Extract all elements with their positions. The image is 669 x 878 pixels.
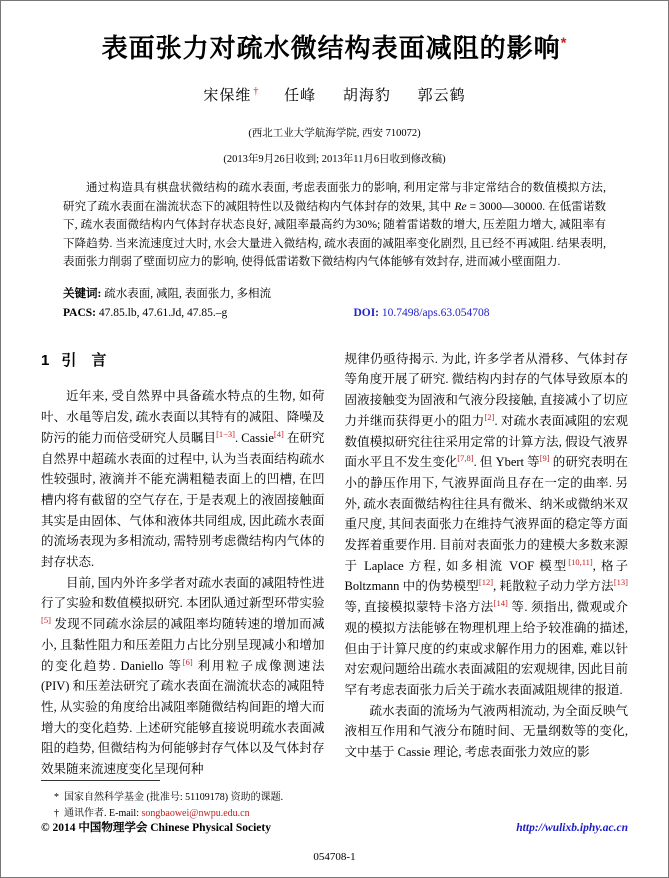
funding-footnote (41, 790, 325, 807)
reference-marker[interactable]: [9] (539, 453, 550, 464)
asterisk-mark: * (54, 791, 59, 803)
doi-label: DOI: (353, 306, 379, 319)
keywords-value: 疏水表面, 减阻, 表面张力, 多相流 (104, 287, 271, 300)
title-text: 表面张力对疏水微结构表面减阻的影响 (101, 33, 561, 63)
paragraph: 近年来, 受自然界中具备疏水特点的生物, 如荷叶、水黾等启发, 疏水表面以其特有的减阻、降噪及防污的能力而倍受研究人员瞩目[1−3]. Cassie[4] 在研究自然界中超疏水表面的过程中, 认为当表面结构疏水性较强时, 液滴并不能充满粗糙表面上的凹槽, 在凹槽内将有截留的空气存在, 于是表观上的液固接触面其实是由固体、气体和液体共同组成, 因此疏水表面的流场表现为多相流动, 需特别考虑微结构内气体的封存状态. (41, 389, 325, 570)
received-dates: (2013年9月26日收到; 2013年11月6日收到修改稿) (223, 154, 446, 166)
pacs-label: PACS: (63, 306, 97, 319)
reference-marker[interactable]: [10,11] (568, 556, 593, 567)
left-column (41, 349, 325, 820)
reference-marker[interactable]: [7,8] (457, 453, 474, 464)
right-column (345, 349, 629, 801)
abstract: 通过构造具有棋盘状微结构的疏水表面, 考虑表面张力的影响, 利用定常与非定常结合的数值模拟方法, 研究了疏水表面在湍流状态下的减阻特性以及微结构内气体封存的效果, 其中 Re = 3000—30000. 在低雷诺数下, 疏水表面微结构内气体封存状态良好, 减阻率最高约为30%; 随着雷诺数的增大, 压差阻力增大, 减阻率有下降趋势. 当来流速度过大时, 水会大量进入微结构, 疏水表面的减阻率变化剧烈, 且已经不再减阻. 结果表明, 表面张力削弱了壁面切应力的影响, 使得低雷诺数下微结构内气体能够有效封存, 进而减小壁面阻力. (63, 182, 606, 269)
reference-marker[interactable]: [13] (613, 577, 628, 588)
paragraph: 疏水表面的流场为气液两相流动, 为全面反映气液相互作用和气液分布随时间、无量纲数等的变化, 文中基于 Cassie 理论, 考虑表面张力效应的影 (344, 703, 628, 760)
section-number: 1 (41, 351, 50, 369)
reference-marker[interactable]: [12] (478, 577, 494, 588)
doi-link[interactable]: 10.7498/aps.63.054708 (381, 306, 490, 319)
corresponding-author-dagger: † (253, 86, 260, 98)
reference-marker[interactable]: [6] (182, 656, 193, 667)
corresponding-author-text: 通讯作者. E-mail: (64, 808, 142, 820)
reference-marker[interactable]: [1−3] (216, 428, 236, 439)
author: 郭云鹤 (417, 88, 466, 105)
reference-marker[interactable]: [5] (41, 614, 51, 625)
paragraph: 规律仍亟待揭示. 为此, 许多学者从滑移、气体封存等角度开展了研究. 微结构内封存的气体导致原本的固液接触变为固液和气液分段接触, 直接减小了切应力并继而获得更小的阻力[2]. 对疏水表面减阻的宏观数值模拟研究往往采用定常的计算方法, 假设气液界面水平且不发生变化[7,8]. 但 Ybert 等[9] 的研究表明在小的静压作用下, 气液界面尚且存在一定的曲率. 另外, 疏水表面微结构往往具有微米、纳米或微纳米双重尺度, 其间表面张力在维持气液界面的稳定等方面发挥着重要作用. 目前对表面张力的建模大多数来源于 Laplace 方程, 如多相流 VOF 模型[10,11], 格子 Boltzmann 中的伪势模型[12], 耗散粒子动力学方法[13] 等, 直接模拟蒙特卡洛方法[14] 等. 须指出, 微观或介观的模拟方法能够在物理机理上给予较准确的描述, 但由于计算尺度的约束或求解作用力的困难, 难以针对宏观问题给出疏水表面减阻的宏观规律, 因此目前罕有考虑表面张力后关于疏水表面减阻规律的报道. (344, 351, 628, 697)
pacs-doi-line (63, 304, 606, 323)
footnotes (41, 780, 325, 823)
journal-url-link[interactable]: http://wulixb.iphy.ac.cn (516, 821, 628, 834)
author: 宋保维 (203, 88, 252, 105)
reference-marker[interactable]: [14] (493, 597, 508, 608)
paragraph: 目前, 国内外许多学者对疏水表面的减阻特性进行了实验和数值模拟研究. 本团队通过新型环带实验[5] 发现不同疏水涂层的减阻率均随转速的增加而减小, 且黏性阻力和压差阻力占比分别呈现减小和增加的变化趋势. Daniello 等[6] 利用粒子成像测速法 (PIV) 和压差法研究了疏水表面在湍流状态的减阻特性, 从实验的角度给出减阻率随微结构间距的增大而增大的变化趋势. 上述研究能够直接说明疏水表面减阻的趋势, 但微结构为何能够封存气体以及气体封存效果随来流速度变化呈现何种 (41, 575, 325, 777)
author: 任峰 (284, 88, 317, 105)
reference-marker[interactable]: [4] (273, 428, 284, 439)
page-number: 054708-1 (313, 850, 356, 863)
pacs-value: 47.85.lb, 47.61.Jd, 47.85.–g (98, 306, 228, 319)
title-footnote-asterisk: * (560, 34, 568, 52)
email-link[interactable]: songbaowei@nwpu.edu.cn (141, 808, 250, 820)
funding-text: 国家自然科学基金 (批准号: 51109178) 资助的课题. (64, 791, 284, 803)
section-title: 引 言 (61, 351, 107, 369)
math-variable: Re (454, 200, 467, 213)
footnote-rule (41, 780, 160, 781)
footer (41, 819, 628, 835)
affiliation: (西北工业大学航海学院, 西安 710072) (248, 128, 421, 140)
author: 胡海豹 (342, 88, 391, 105)
section-1-heading (41, 351, 325, 372)
reference-marker[interactable]: [2] (484, 411, 495, 422)
pacs (63, 304, 353, 323)
page-title (41, 33, 628, 64)
keywords-label: 关键词: (63, 287, 102, 300)
keywords-line (63, 285, 606, 304)
copyright-notice: © 2014 中国物理学会 Chinese Physical Society (41, 821, 271, 834)
body-columns (41, 349, 628, 820)
doi (353, 304, 606, 323)
author-line (41, 84, 628, 105)
dagger-mark: † (54, 808, 59, 820)
